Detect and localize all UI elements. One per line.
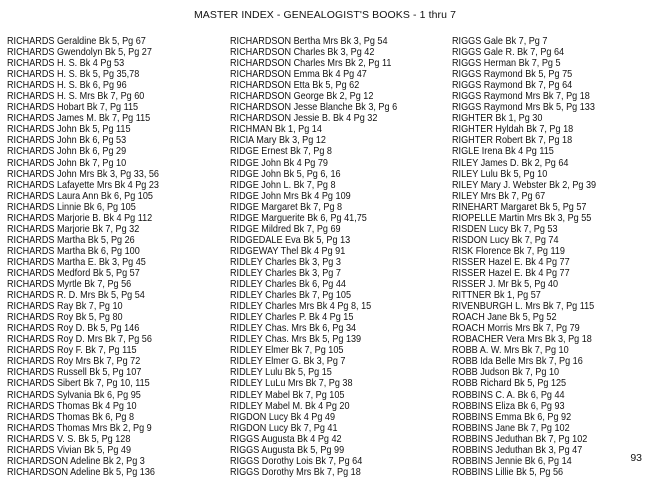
index-entry: RIDGEDALE Eva Bk 5, Pg 13: [230, 234, 351, 246]
index-entry: RILEY Lulu Bk 5, Pg 10: [452, 168, 548, 180]
index-entry: RICHARDS Roy D. Bk 5, Pg 146: [7, 323, 140, 335]
index-entry: RILEY Mary J. Webster Bk 2, Pg 39: [452, 179, 597, 191]
index-entry: ROBBINS Jeduthan Bk 7, Pg 102: [452, 433, 588, 445]
index-entry: RIDLEY Chas. Mrs Bk 6, Pg 34: [230, 323, 357, 335]
index-entry: RIGHTER Hyldah Bk 7, Pg 18: [452, 124, 574, 136]
index-entry: RICHARDS Thomas Mrs Bk 2, Pg 9: [7, 422, 152, 434]
index-entry: RICHARDS Gwendolyn Bk 5, Pg 27: [7, 47, 152, 59]
index-entry: RIGGS Herman Bk 7, Pg 5: [452, 58, 561, 70]
index-entry: ROBBINS Emma Bk 6, Pg 92: [452, 411, 572, 423]
index-entry: RICHARDSON Bertha Mrs Bk 3, Pg 54: [230, 36, 388, 47]
index-entry: RILEY Mrs Bk 7, Pg 67: [452, 190, 546, 202]
index-entry: RIDLEY Charles Bk 7, Pg 105: [230, 290, 352, 302]
index-entry: RIDLEY Elmer Bk 7, Pg 105: [230, 345, 344, 357]
index-entry: RICHARDSON Etta Bk 5, Pg 62: [230, 80, 360, 92]
index-entry: RISSER J. Mr Bk 5, Pg 40: [452, 279, 559, 291]
index-entry: RISSER Hazel E. Bk 4 Pg 77: [452, 267, 570, 279]
index-entry: ROBB Judson Bk 7, Pg 10: [452, 367, 560, 379]
page-number: 93: [630, 452, 642, 464]
index-entry: RICHMAN Bk 1, Pg 14: [230, 124, 322, 136]
index-entry: RICHARDS Medford Bk 5, Pg 57: [7, 267, 140, 279]
index-entry: RIGHTER Robert Bk 7, Pg 18: [452, 135, 573, 147]
index-entry: RIGGS Dorothy Lois Bk 7, Pg 64: [230, 455, 363, 467]
index-entry: RIDLEY Charles P. Bk 4 Pg 15: [230, 312, 354, 324]
index-entry: RICHARDS Marjorie B. Bk 4 Pg 112: [7, 212, 153, 224]
index-entry: RICHARDS H. S. Bk 4 Pg 53: [7, 58, 125, 70]
index-entry: ROBBINS Jane Bk 7, Pg 102: [452, 422, 570, 434]
index-entry: RIGDON Lucy Bk 7, Pg 41: [230, 422, 338, 434]
index-entry: RIGGS Dorothy Mrs Bk 7, Pg 18: [230, 466, 361, 478]
index-entry: RIDLEY Charles Bk 3, Pg 3: [230, 256, 341, 268]
index-entry: RIGGS Raymond Mrs Bk 7, Pg 18: [452, 91, 590, 103]
index-entry: RIDGE John Bk 5, Pg 6, 16: [230, 168, 341, 180]
index-entry: RIDLEY Charles Bk 3, Pg 7: [230, 267, 341, 279]
index-entry: ROBB A. W. Mrs Bk 7, Pg 10: [452, 345, 569, 357]
index-entry: RICHARDS Hobart Bk 7, Pg 115: [7, 102, 139, 114]
index-entry: RICHARDS John Bk 7, Pg 10: [7, 157, 127, 169]
index-entry: RICHARDS Geraldine Bk 5, Pg 67: [7, 36, 146, 47]
index-entry: RICHARDSON Charles Mrs Bk 2, Pg 11: [230, 58, 392, 70]
index-entry: RIGGS Gale R. Bk 7, Pg 64: [452, 47, 565, 59]
index-entry: RICHARDS Martha Bk 5, Pg 26: [7, 234, 135, 246]
index-entry: RIDLEY Charles Mrs Bk 4 Pg 8, 15: [230, 301, 372, 313]
index-entry: RIGGS Raymond Bk 7, Pg 64: [452, 80, 573, 92]
index-entry: RICHARDSON Charles Bk 3, Pg 42: [230, 47, 375, 59]
index-entry: ROBB Richard Bk 5, Pg 125: [452, 378, 567, 390]
index-entry: ROBBINS Jennie Bk 6, Pg 14: [452, 455, 572, 467]
index-entry: RICHARDSON Jesse Blanche Bk 3, Pg 6: [230, 102, 398, 114]
index-entry: RIDGE John Bk 4 Pg 79: [230, 157, 328, 169]
index-entry: RICHARDSON Jessie B. Bk 4 Pg 32: [230, 113, 378, 125]
index-entry: RIDLEY Mabel Bk 7, Pg 105: [230, 389, 345, 401]
index-entry: ROBBINS Lillie Bk 5, Pg 56: [452, 466, 564, 478]
index-entry: RICHARDS Laura Ann Bk 6, Pg 105: [7, 190, 153, 202]
index-entry: RICHARDS Roy D. Mrs Bk 7, Pg 56: [7, 334, 152, 346]
index-entry: RIVENBURGH L. Mrs Bk 7, Pg 115: [452, 301, 595, 313]
index-entry: RIDGE Margaret Bk 7, Pg 8: [230, 201, 343, 213]
index-entry: RICHARDS Linnie Bk 6, Pg 105: [7, 201, 136, 213]
index-entry: RIGGS Augusta Bk 4 Pg 42: [230, 433, 342, 445]
index-entry: RICHARDS John Bk 5, Pg 115: [7, 124, 131, 136]
index-entry: RIDLEY Lulu Bk 5, Pg 15: [230, 367, 332, 379]
index-entry: RICHARDS Thomas Bk 6, Pg 8: [7, 411, 135, 423]
index-entry: RIGLE Irena Bk 4 Pg 115: [452, 146, 554, 158]
index-entry: RISDEN Lucy Bk 7, Pg 53: [452, 223, 558, 235]
index-entry: RICHARDS V. S. Bk 5, Pg 128: [7, 433, 131, 445]
index-entry: RICHARDSON Adeline Bk 2, Pg 3: [7, 455, 145, 467]
index-entry: RIDGEWAY Thel Bk 4 Pg 91: [230, 245, 346, 257]
index-column-2: [230, 36, 416, 478]
index-entry: RICHARDS Sibert Bk 7, Pg 10, 115: [7, 378, 150, 390]
index-entry: RIGDON Lucy Bk 4 Pg 49: [230, 411, 336, 423]
index-entry: ROACH Jane Bk 5, Pg 52: [452, 312, 557, 324]
index-entry: RICHARDS Martha Bk 6, Pg 100: [7, 245, 140, 257]
index-entry: RICHARDS James M. Bk 7, Pg 115: [7, 113, 151, 125]
index-entry: RICHARDS H. S. Mrs Bk 7, Pg 60: [7, 91, 145, 103]
index-entry: ROBBINS C. A. Bk 6, Pg 44: [452, 389, 565, 401]
index-entry: RINEHART Margaret Bk 5, Pg 57: [452, 201, 587, 213]
index-entry: RICHARDS Roy F. Bk 7, Pg 115: [7, 345, 137, 357]
index-entry: RICIA Mary Bk 3, Pg 12: [230, 135, 326, 147]
index-entry: RICHARDS Martha E. Bk 3, Pg 45: [7, 256, 146, 268]
index-entry: RICHARDS John Bk 6, Pg 53: [7, 135, 127, 147]
index-entry: RICHARDS Ray Bk 7, Pg 10: [7, 301, 123, 313]
index-entry: RICHARDS Lafayette Mrs Bk 4 Pg 23: [7, 179, 159, 191]
index-column-1: [7, 36, 176, 478]
index-entry: RICHARDS H. S. Bk 5, Pg 35,78: [7, 69, 140, 81]
index-entry: RIGGS Raymond Bk 5, Pg 75: [452, 69, 573, 81]
index-entry: RISDON Lucy Bk 7, Pg 74: [452, 234, 559, 246]
index-entry: RICHARDS Marjorie Bk 7, Pg 32: [7, 223, 140, 235]
index-entry: RIDGE Mildred Bk 7, Pg 69: [230, 223, 341, 235]
index-entry: ROBBINS Eliza Bk 6, Pg 93: [452, 400, 565, 412]
index-entry: RICHARDS Myrtle Bk 7, Pg 56: [7, 279, 132, 291]
index-entry: RIDLEY Mabel M. Bk 4 Pg 20: [230, 400, 350, 412]
index-entry: RIOPELLE Martin Mrs Bk 3, Pg 55: [452, 212, 592, 224]
index-entry: RIDLEY Chas. Mrs Bk 5, Pg 139: [230, 334, 362, 346]
index-entry: RISK Florence Bk 7, Pg 119: [452, 245, 565, 257]
index-entry: RITTNER Bk 1, Pg 57: [452, 290, 541, 302]
index-entry: RICHARDS Roy Mrs Bk 7, Pg 72: [7, 356, 141, 368]
index-entry: RIGGS Raymond Mrs Bk 5, Pg 133: [452, 102, 595, 114]
index-entry: RICHARDS John Mrs Bk 3, Pg 33, 56: [7, 168, 159, 180]
index-entry: RICHARDS Thomas Bk 4 Pg 10: [7, 400, 137, 412]
index-entry: RIDGE Marguerite Bk 6, Pg 41,75: [230, 212, 367, 224]
index-entry: RIGGS Gale Bk 7, Pg 7: [452, 36, 548, 47]
page-title: MASTER INDEX - GENEALOGIST'S BOOKS - 1 thru 7: [193, 9, 457, 21]
index-entry: RIDGE John Mrs Bk 4 Pg 109: [230, 190, 351, 202]
index-entry: RICHARDS Roy Bk 5, Pg 80: [7, 312, 123, 324]
index-entry: RICHARDSON Emma Bk 4 Pg 47: [230, 69, 367, 81]
index-entry: ROBBINS Jeduthan Bk 3, Pg 47: [452, 444, 583, 456]
index-entry: RICHARDS H. S. Bk 6, Pg 96: [7, 80, 127, 92]
index-entry: RICHARDS Russell Bk 5, Pg 107: [7, 367, 142, 379]
index-entry: RISSER Hazel E. Bk 4 Pg 77: [452, 256, 570, 268]
index-entry: RICHARDS Sylvania Bk 6, Pg 95: [7, 389, 141, 401]
index-entry: RIGHTER Bk 1, Pg 30: [452, 113, 543, 125]
index-entry: RIDLEY LuLu Mrs Bk 7, Pg 38: [230, 378, 353, 390]
index-entry: RIDGE Ernest Bk 7, Pg 8: [230, 146, 332, 158]
index-entry: ROBACHER Vera Mrs Bk 3, Pg 18: [452, 334, 592, 346]
index-entry: RIDLEY Charles Bk 6, Pg 44: [230, 279, 346, 291]
index-entry: RIGGS Augusta Bk 5, Pg 99: [230, 444, 345, 456]
index-entry: RICHARDS R. D. Mrs Bk 5, Pg 54: [7, 290, 145, 302]
index-entry: ROACH Morris Mrs Bk 7, Pg 79: [452, 323, 580, 335]
index-entry: RIDLEY Elmer G. Bk 3, Pg 7: [230, 356, 346, 368]
index-column-3: [452, 36, 612, 478]
index-entry: RICHARDS John Bk 6, Pg 29: [7, 146, 127, 158]
index-entry: RILEY James D. Bk 2, Pg 64: [452, 157, 569, 169]
index-entry: RICHARDSON Adeline Bk 5, Pg 136: [7, 466, 155, 478]
index-entry: RICHARDSON George Bk 2, Pg 12: [230, 91, 374, 103]
index-entry: RICHARDS Vivian Bk 5, Pg 49: [7, 444, 132, 456]
index-entry: RIDGE John L. Bk 7, Pg 8: [230, 179, 336, 191]
index-entry: ROBB Ida Belle Mrs Bk 7, Pg 16: [452, 356, 583, 368]
